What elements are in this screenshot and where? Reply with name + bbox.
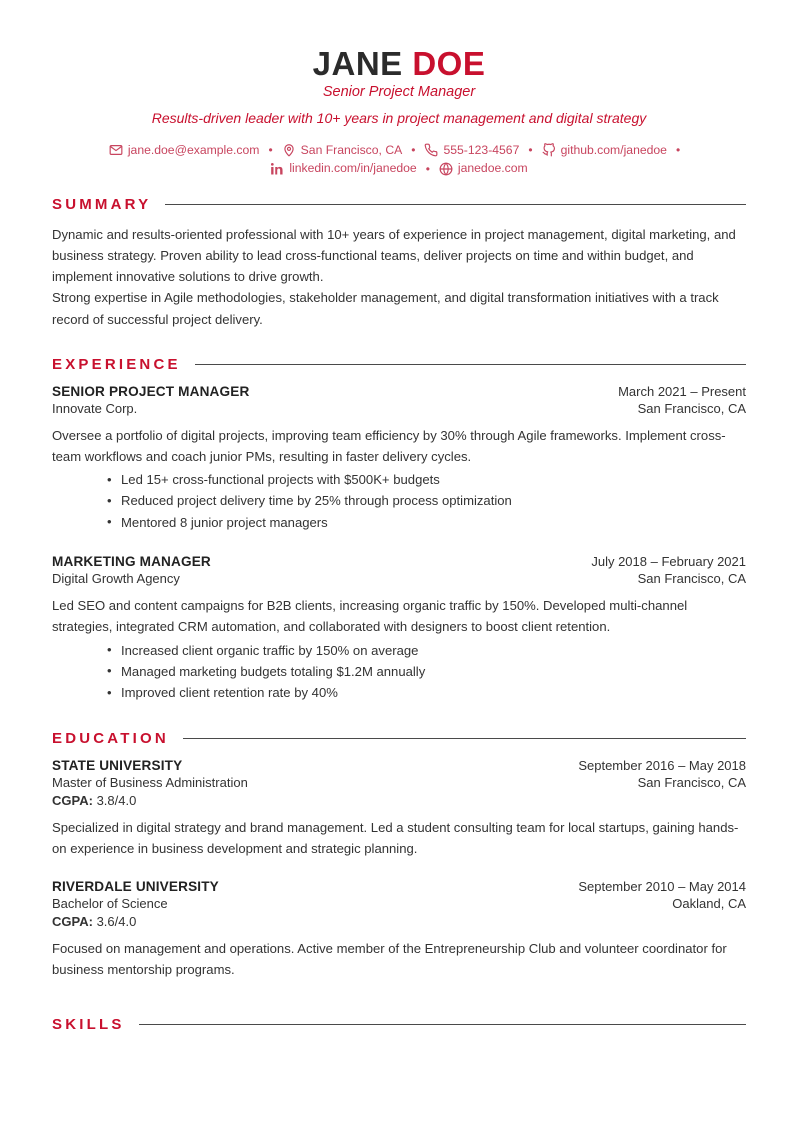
section-rule (195, 364, 746, 365)
experience-description: Oversee a portfolio of digital projects, improving team efficiency by 30% through Agile frameworks. Implement cross-team workflows and coach junior PMs, resulting in faster delivery cycles. (52, 427, 726, 464)
contact-linkedin-text: linkedin.com/in/janedoe (289, 161, 417, 176)
contact-email[interactable] (109, 141, 260, 159)
experience-entry-title-row (52, 554, 746, 569)
experience-bullet: • Increased client organic traffic by 150% on average (107, 640, 746, 661)
location-icon (282, 143, 296, 157)
contact-phone-text: 555-123-4567 (443, 143, 520, 158)
education-dates: September 2016 – May 2018 (578, 757, 746, 773)
education-school: STATE UNIVERSITY (52, 757, 183, 773)
education-entry-school-row (52, 758, 746, 773)
experience-dates: March 2021 – Present (618, 383, 746, 399)
contact-website[interactable] (439, 159, 528, 177)
section-summary (52, 196, 746, 330)
experience-dates: July 2018 – February 2021 (591, 554, 746, 570)
section-education (52, 730, 746, 981)
contact-separator: • (528, 143, 533, 158)
education-gpa-value: 3.8/4.0 (96, 792, 137, 808)
section-rule (183, 738, 746, 739)
experience-description: Led SEO and content campaigns for B2B clients, increasing organic traffic by 150%. Developed multi-channel strategies, integrated CRM automation, and collaborated with designers to boost client retention. (52, 598, 688, 635)
candidate-last-name: DOE (412, 45, 486, 82)
globe-icon (439, 162, 453, 176)
summary-paragraph: Dynamic and results-oriented professional with 10+ years of experience in project management, digital marketing, and business strategy. Proven ability to lead cross-functional teams, deliver projects on time and within budget, and implement innovative solutions to drive growth. (52, 226, 736, 285)
candidate-name (52, 45, 746, 83)
linkedin-icon (270, 162, 284, 176)
contact-website-text: janedoe.com (457, 161, 528, 176)
experience-location: San Francisco, CA (637, 571, 746, 587)
candidate-first-name: JANE (312, 45, 403, 82)
experience-entry-title-row (52, 384, 746, 399)
education-gpa (52, 793, 746, 808)
experience-entry (52, 384, 746, 533)
experience-bullet: • Mentored 8 junior project managers (107, 512, 746, 533)
section-skills-title: SKILLS (52, 1016, 125, 1034)
resume-header (52, 45, 746, 178)
experience-bullet: • Led 15+ cross-functional projects with $500K+ budgets (107, 469, 746, 490)
phone-icon (424, 143, 438, 157)
education-location: Oakland, CA (672, 895, 746, 911)
experience-bullet-list (52, 640, 746, 704)
section-experience-title: EXPERIENCE (52, 355, 181, 373)
section-summary-title: SUMMARY (52, 195, 152, 213)
github-icon (542, 143, 556, 157)
education-description: Specialized in digital strategy and brand management. Led a student consulting team for local startups, gaining hands-on experience in business development and strategic planning. (52, 819, 739, 856)
education-entry-degree-row (52, 773, 746, 790)
education-gpa-label: CGPA: (52, 913, 93, 929)
contact-linkedin[interactable] (270, 159, 416, 177)
education-entry (52, 879, 746, 980)
contact-github-text: github.com/janedoe (560, 143, 667, 158)
experience-bullet: • Reduced project delivery time by 25% through process optimization (107, 490, 746, 511)
experience-entry (52, 554, 746, 703)
contact-email-text: jane.doe@example.com (127, 143, 260, 158)
experience-entry-company-row (52, 399, 746, 416)
section-rule (139, 1024, 746, 1025)
education-gpa-label: CGPA: (52, 792, 93, 808)
education-entry-school-row (52, 879, 746, 894)
experience-entry-company-row (52, 569, 746, 586)
contact-phone[interactable] (424, 141, 519, 159)
contact-separator: • (411, 143, 416, 158)
contact-github[interactable] (542, 141, 667, 159)
section-skills (52, 1016, 746, 1033)
contact-separator: • (268, 143, 273, 158)
experience-location: San Francisco, CA (637, 400, 746, 416)
candidate-tagline: Results-driven leader with 10+ years in project management and digital strategy (151, 110, 647, 127)
summary-paragraph: Strong expertise in Agile methodologies, stakeholder management, and digital transformation initiatives with a track record of successful project delivery. (52, 290, 719, 327)
section-rule (165, 204, 746, 205)
education-gpa-value: 3.6/4.0 (96, 913, 137, 929)
section-summary-header (52, 196, 746, 213)
education-gpa (52, 914, 746, 929)
education-school: RIVERDALE UNIVERSITY (52, 878, 219, 894)
experience-job-title: MARKETING MANAGER (52, 554, 211, 570)
experience-job-title: SENIOR PROJECT MANAGER (52, 383, 250, 399)
section-education-title: EDUCATION (52, 729, 169, 747)
contact-separator: • (675, 143, 681, 158)
education-entry (52, 758, 746, 859)
education-degree: Master of Business Administration (52, 774, 248, 790)
education-entry-degree-row (52, 894, 746, 911)
section-education-header (52, 730, 746, 747)
experience-bullet: • Managed marketing budgets totaling $1.2M annually (107, 661, 746, 682)
email-icon (109, 143, 123, 157)
education-location: San Francisco, CA (637, 774, 746, 790)
contact-line-2 (52, 159, 746, 177)
contact-info (52, 141, 746, 178)
education-dates: September 2010 – May 2014 (578, 878, 746, 894)
experience-bullet: • Improved client retention rate by 40% (107, 682, 746, 703)
section-experience (52, 356, 746, 704)
section-experience-header (52, 356, 746, 373)
contact-separator: • (425, 161, 430, 176)
candidate-job-title: Senior Project Manager (322, 83, 476, 100)
section-skills-header (52, 1016, 746, 1033)
education-degree: Bachelor of Science (52, 895, 168, 911)
contact-line-1 (52, 141, 746, 159)
contact-location (282, 141, 403, 159)
education-description: Focused on management and operations. Active member of the Entrepreneurship Club and volunteer coordinator for business mentorship programs. (52, 940, 727, 978)
contact-location-text: San Francisco, CA (300, 143, 403, 158)
experience-company: Innovate Corp. (52, 400, 138, 416)
experience-company: Digital Growth Agency (52, 571, 180, 587)
experience-bullet-list (52, 469, 746, 533)
